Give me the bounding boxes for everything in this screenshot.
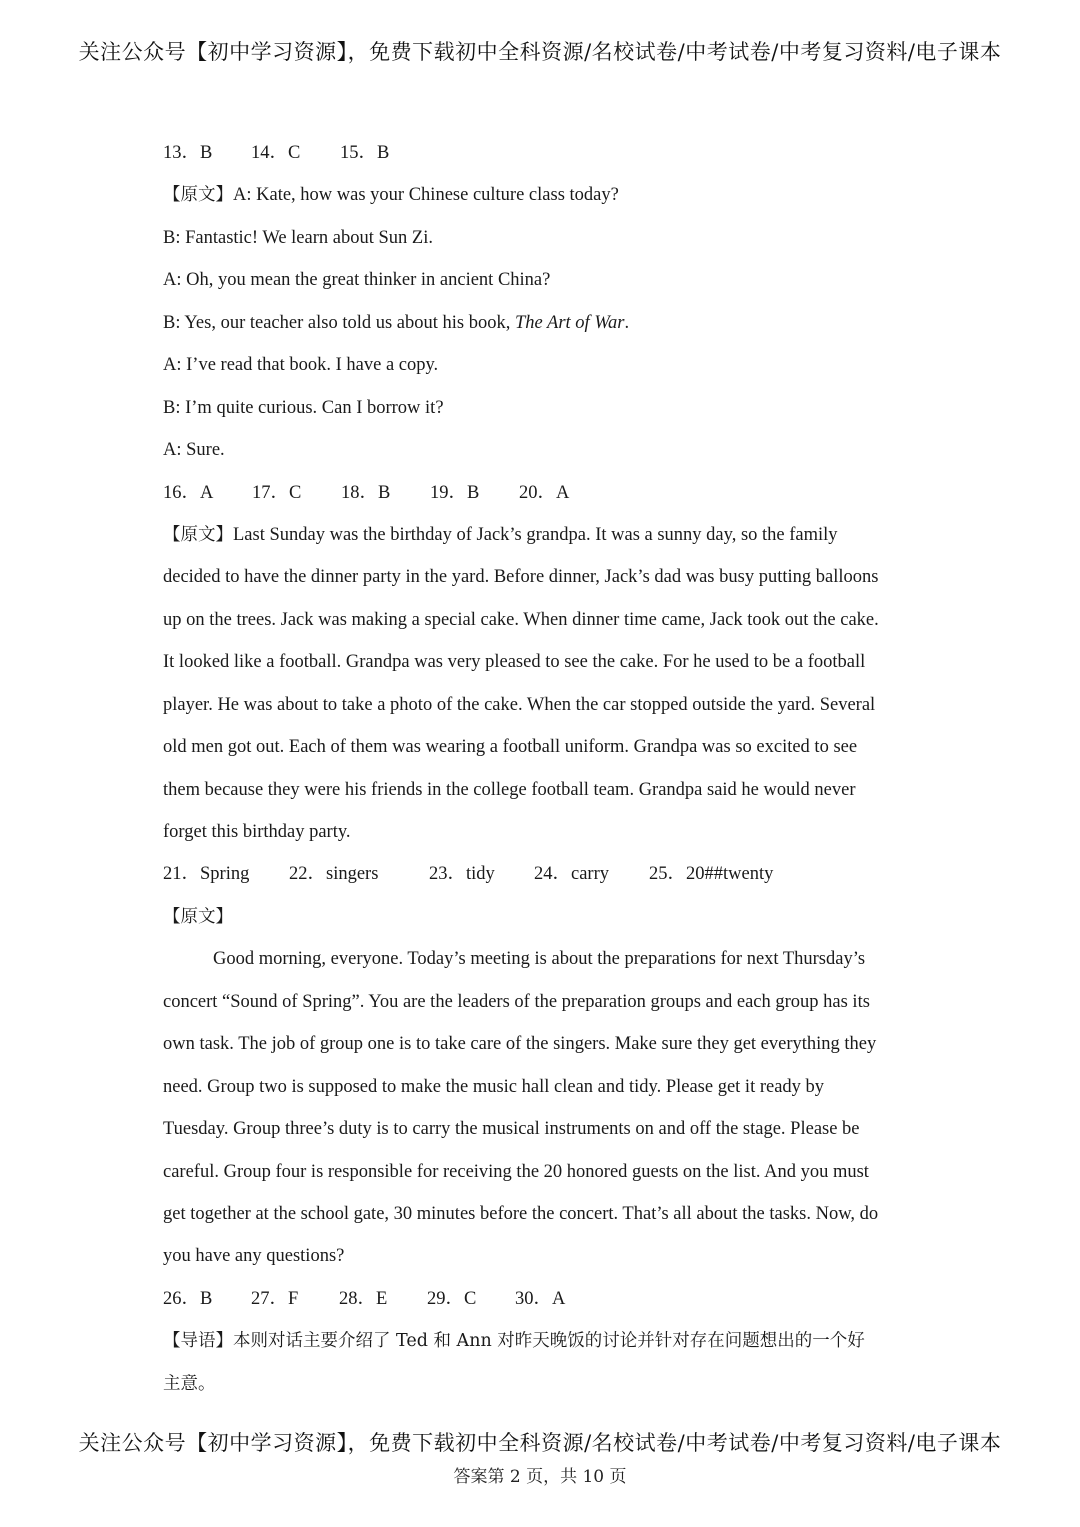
passage3-line: concert “Sound of Spring”. You are the leaders of the preparation groups and each group has its	[163, 991, 870, 1012]
dialogue1-line: B: Fantastic! We learn about Sun Zi.	[163, 227, 433, 248]
passage3-line: need. Group two is supposed to make the music hall clean and tidy. Please get it ready by	[163, 1076, 825, 1097]
answer-22: 22．singers	[289, 864, 379, 885]
header-banner: 关注公众号【初中学习资源】，免费下载初中全科资源/名校试卷/中考试卷/中考复习资料/电子课本	[78, 40, 1002, 64]
passage2-tag: 【原文】	[163, 524, 233, 545]
passage2-line: player. He was about to take a photo of the cake. When the car stopped outside the yard. Several	[163, 694, 876, 715]
answer-20: 20．A	[519, 482, 570, 503]
page-number: 答案第 2 页，共 10 页	[453, 1467, 627, 1487]
footer-banner: 关注公众号【初中学习资源】，免费下载初中全科资源/名校试卷/中考试卷/中考复习资料/电子课本	[78, 1431, 1002, 1455]
book-title: The Art of War	[515, 312, 625, 333]
guide-line-2: 主意。	[163, 1373, 216, 1394]
answer-17: 17．C	[252, 482, 302, 503]
passage3-tag-line	[163, 896, 923, 938]
dialogue1-book-line	[163, 302, 923, 344]
passage2-first-line	[163, 514, 923, 556]
passage3-line: own task. The job of group one is to take care of the singers. Make sure they get everything they	[163, 1034, 877, 1055]
dialogue1-line: A: Sure.	[163, 440, 225, 461]
answer-19: 19．B	[430, 482, 480, 503]
answers-13-15	[163, 132, 923, 174]
passage3-line: careful. Group four is responsible for receiving the 20 honored guests on the list. And you must	[163, 1161, 869, 1182]
passage3-line: you have any questions?	[163, 1246, 345, 1267]
guide-line	[163, 1320, 923, 1362]
passage2-line: old men got out. Each of them was wearing a football uniform. Grandpa was so excited to see	[163, 737, 858, 758]
answers-21-25	[163, 853, 923, 895]
dialogue1-line: A: I’ve read that book. I have a copy.	[163, 355, 439, 376]
answer-content	[163, 132, 923, 1405]
dialogue1-text: A: Kate, how was your Chinese culture class today?	[233, 185, 619, 206]
answer-25: 25．20##twenty	[649, 864, 774, 885]
passage2-text: Last Sunday was the birthday of Jack’s grandpa. It was a sunny day, so the family	[233, 524, 838, 545]
passage3-line: get together at the school gate, 30 minutes before the concert. That’s all about the tasks. Now, do	[163, 1203, 879, 1224]
answer-13: 13．B	[163, 143, 213, 163]
passage3-line: Tuesday. Group three’s duty is to carry the musical instruments on and off the stage. Please be	[163, 1119, 860, 1140]
passage2-line: forget this birthday party.	[163, 822, 351, 842]
answer-30: 30．A	[515, 1288, 566, 1309]
answer-26: 26．B	[163, 1288, 213, 1309]
answer-14: 14．C	[251, 143, 301, 163]
answer-18: 18．B	[341, 482, 391, 503]
passage2-line: decided to have the dinner party in the yard. Before dinner, Jack’s dad was busy putting balloons	[163, 567, 879, 588]
dialogue1-book-prefix: B: Yes, our teacher also told us about his book,	[163, 312, 515, 333]
dialogue1-line: A: Oh, you mean the great thinker in ancient China?	[163, 270, 551, 291]
answer-15: 15．B	[340, 143, 390, 163]
answer-27: 27．F	[251, 1288, 299, 1309]
passage3-tag: 【原文】	[163, 906, 233, 927]
answers-16-20	[163, 472, 923, 514]
dialogue1-first-line	[163, 174, 923, 216]
answer-24: 24．carry	[534, 864, 609, 885]
guide-text: 本则对话主要介绍了 Ted 和 Ann 对昨天晚饭的讨论并针对存在问题想出的一个好	[233, 1331, 865, 1352]
dialogue1-tag: 【原文】	[163, 185, 233, 206]
answers-26-30	[163, 1278, 923, 1320]
answer-16: 16．A	[163, 482, 214, 503]
guide-tag: 【导语】	[163, 1331, 233, 1352]
answer-23: 23．tidy	[429, 864, 495, 885]
answer-29: 29．C	[427, 1288, 477, 1309]
dialogue1-line: B: I’m quite curious. Can I borrow it?	[163, 397, 444, 418]
dialogue1-book-suffix: .	[624, 312, 630, 333]
passage2-line: It looked like a football. Grandpa was very pleased to see the cake. For he used to be a football	[163, 652, 866, 673]
passage2-line: them because they were his friends in the college football team. Grandpa said he would never	[163, 779, 856, 800]
answer-21: 21．Spring	[163, 864, 250, 885]
answer-28: 28．E	[339, 1288, 388, 1309]
passage2-line: up on the trees. Jack was making a special cake. When dinner time came, Jack took out the cake.	[163, 609, 879, 630]
passage3-line: Good morning, everyone. Today’s meeting is about the preparations for next Thursday’s	[213, 949, 866, 970]
